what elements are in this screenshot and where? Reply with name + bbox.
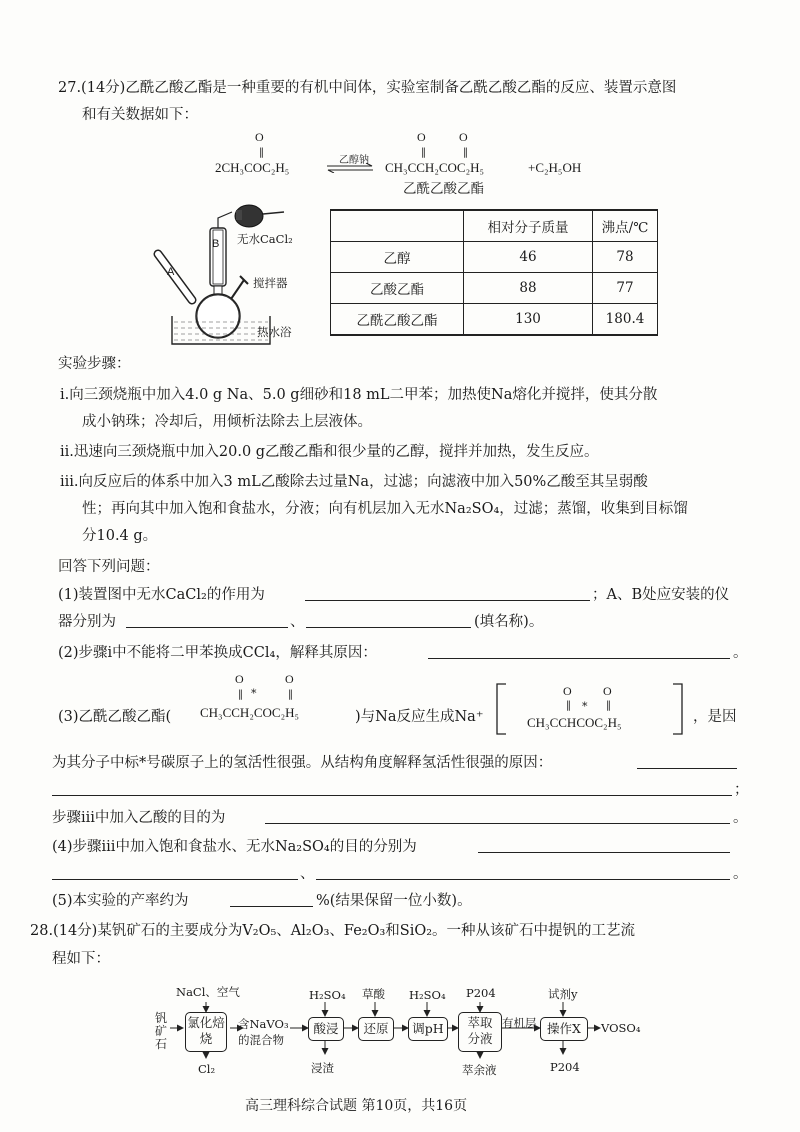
steps-title: 实验步骤： (58, 356, 131, 372)
flow-reduce-input: 草酸 (362, 987, 385, 1001)
answer-blank-3c[interactable] (265, 823, 730, 824)
answer-blank-3a[interactable] (637, 768, 737, 769)
table-header-cell: 相对分子质量 (464, 210, 593, 242)
flow-product: VOSO₄ (601, 1021, 641, 1035)
table-row (331, 273, 658, 304)
flow-roast-output: Cl₂ (198, 1062, 216, 1076)
anion-oxygen-1: O (563, 684, 572, 698)
table-row (331, 242, 658, 273)
anion-formula: CH₃CCHCOC₂H₅ (527, 715, 622, 730)
answer-title: 回答下列问题： (58, 559, 160, 575)
label-a: A (167, 266, 175, 278)
answer-blank-4a[interactable] (478, 852, 730, 853)
q27-header: 27.(14分)乙酰乙酸乙酯是一种重要的有机中间体，实验室制备乙酰乙酸乙酯的反应、装置示意图 (58, 80, 677, 96)
formula-oxygen-1: O (235, 672, 244, 686)
step-1: ⅰ.向三颈烧瓶中加入4.0 g Na、5.0 g细砂和18 mL二甲苯；加热使Na熔化并搅拌，使其分散 (60, 387, 658, 403)
formula-ester: CH₃CCH₂COC₂H₅ (200, 705, 300, 720)
question-3-cont: 为其分子中标*号碳原子上的氢活性很强。从结构角度解释氢活性很强的原因： (52, 755, 553, 771)
catalyst: 乙醇钠 (339, 155, 369, 166)
table-cell: 180.4 (593, 304, 658, 336)
q28-header-cont: 程如下： (52, 951, 110, 967)
box-extraction (458, 1012, 502, 1052)
answer-blank-1b[interactable] (306, 627, 471, 628)
question-2: (2)步骤ⅰ中不能将二甲苯换成CCl₄，解释其原因： (58, 645, 377, 661)
question-4-sep: 、 (300, 866, 315, 882)
answer-blank-3b[interactable] (52, 795, 732, 796)
label-b: B (212, 238, 220, 250)
answer-blank-5[interactable] (230, 906, 313, 907)
question-1-tail: ；A、B处应安装的仪 (592, 587, 730, 603)
step-3: ⅲ.向反应后的体系中加入3 mL乙酸除去过量Na，过滤；向滤液中加入50%乙酸至其呈弱酸 (60, 474, 648, 490)
flow-raffinate: 萃余液 (462, 1063, 497, 1077)
answer-blank-4b[interactable] (52, 879, 298, 880)
flow-roast-input: NaCl、空气 (176, 985, 240, 999)
formula-oxygen-2: O (285, 672, 294, 686)
table-cell: 130 (464, 304, 593, 336)
question-3: (3)乙酰乙酸乙酯( (58, 709, 172, 725)
separator: 、 (290, 614, 305, 630)
flow-leach-input: H₂SO₄ (309, 988, 346, 1002)
step-1-cont: 成小钠珠；冷却后，用倾析法除去上层液体。 (82, 414, 372, 430)
question-1: (1)装置图中无水CaCl₂的作用为 (58, 587, 265, 603)
answer-blank-1a[interactable] (126, 627, 288, 628)
product-formula: CH₃CCH₂COC₂H₅ (385, 160, 485, 175)
box-reduction: 还原 (358, 1017, 394, 1041)
table-cell: 88 (464, 273, 593, 304)
table-cell: 乙酰乙酸乙酯 (331, 304, 464, 336)
anion-oxygen-2: O (603, 684, 612, 698)
q28-header: 28.(14分)某钒矿石的主要成分为V₂O₅、Al₂O₃、Fe₂O₃和SiO₂。一种从该矿石中提钒的工艺流 (30, 923, 636, 939)
table-cell: 乙酸乙酯 (331, 273, 464, 304)
flow-leach-residue: 浸渣 (311, 1061, 334, 1075)
table-row (331, 304, 658, 336)
box-acid-leach: 酸浸 (308, 1017, 344, 1041)
table-header-row (331, 210, 658, 242)
data-table (330, 209, 658, 336)
table-header-cell: 沸点/℃ (593, 210, 658, 242)
step-3-cont: 性；再向其中加入饱和食盐水，分液；向有机层加入无水Na₂SO₄，过滤；蒸馏，收集到目标馏 (82, 501, 688, 517)
table-header-cell (331, 210, 464, 242)
question-5-tail: %(结果保留一位小数)。 (316, 893, 472, 909)
answer-blank-1[interactable] (305, 600, 590, 601)
question-3-end: 。 (733, 810, 748, 826)
reactant-formula: 2CH₃COC₂H₅ (215, 160, 290, 175)
step-2: ⅱ.迅速向三颈烧瓶中加入20.0 g乙酸乙酯和很少量的乙醇，搅拌并加热，发生反应。 (60, 444, 599, 460)
question-3-acid: 步骤ⅲ中加入乙酸的目的为 (52, 810, 226, 826)
equilibrium-arrow-icon (326, 163, 374, 173)
box-operation-x: 操作X (540, 1017, 588, 1041)
apparatus-diagram (152, 198, 332, 348)
box-chlorination-roasting: 氯化焙烧 (185, 1012, 227, 1052)
flow-organic-layer: 有机层 (502, 1016, 537, 1030)
question-5: (5)本实验的产率约为 (52, 893, 189, 909)
question-2-end: 。 (733, 645, 748, 661)
question-4-end: 。 (733, 866, 748, 882)
question-4: (4)步骤ⅲ中加入饱和食盐水、无水Na₂SO₄的目的分别为 (52, 839, 417, 855)
answer-blank-4c[interactable] (316, 879, 730, 880)
extract-line-2: 分液 (467, 1031, 493, 1046)
table-cell: 乙醇 (331, 242, 464, 273)
anion-star: * (582, 700, 588, 713)
star-marker: * (251, 687, 257, 700)
question-3-mid: )与Na反应生成Na⁺ (355, 709, 484, 725)
q27-header-cont: 和有关数据如下： (82, 107, 198, 123)
box-adjust-ph: 调pH (408, 1017, 448, 1041)
flow-opx-output: P204 (550, 1060, 580, 1074)
question-3-semicolon: ； (734, 782, 749, 798)
flow-ore: 钒矿石 (155, 1011, 168, 1051)
right-bracket-icon (672, 683, 684, 735)
question-3-tail: ，是因 (693, 709, 737, 725)
label-stirrer: 搅拌器 (253, 276, 288, 290)
flow-reagent-y: 试剂y (548, 987, 578, 1001)
question-1-cont: 器分别为 (58, 614, 116, 630)
side-product: +C₂H₅OH (528, 160, 582, 175)
label-water-bath: 热水浴 (257, 325, 292, 339)
flow-ph-input: H₂SO₄ (409, 988, 446, 1002)
left-bracket-icon (495, 683, 507, 735)
flow-mixture-1: 含NaVO₃ (238, 1017, 289, 1031)
product-oxygen-1: O (417, 130, 426, 144)
product-oxygen-2: O (459, 130, 468, 144)
question-1-end: (填名称)。 (474, 614, 544, 630)
table-cell: 77 (593, 273, 658, 304)
table-cell: 78 (593, 242, 658, 273)
product-name: 乙酰乙酸乙酯 (403, 181, 484, 197)
extract-line-1: 萃取 (467, 1015, 493, 1030)
reactant-oxygen: O (255, 130, 264, 144)
table-cell: 46 (464, 242, 593, 273)
step-3-cont2: 分10.4 g。 (82, 528, 158, 544)
flow-extract-input: P204 (466, 986, 496, 1000)
label-drying-agent: 无水CaCl₂ (237, 232, 293, 246)
page-footer: 高三理科综合试题 第10页，共16页 (245, 1098, 468, 1114)
answer-blank-2[interactable] (428, 658, 730, 659)
flow-mixture-2: 的混合物 (238, 1033, 284, 1047)
